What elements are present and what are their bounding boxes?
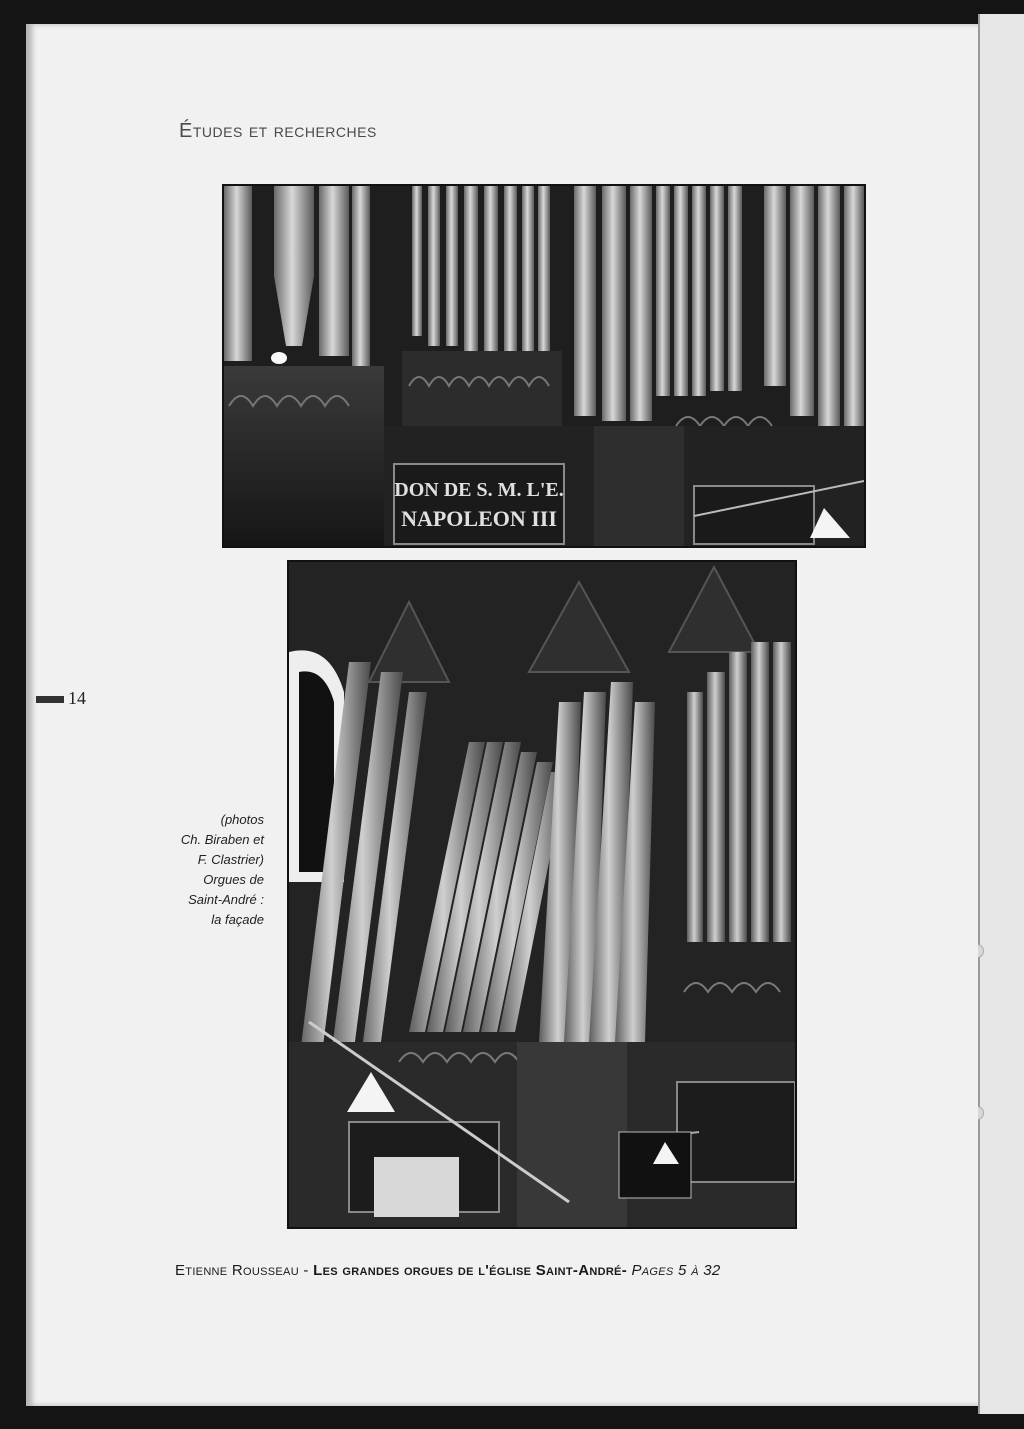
photo-caption (160, 810, 264, 930)
caption-line: F. Clastrier) (197, 852, 264, 867)
facing-page-edge (978, 14, 1024, 1414)
caption-line: (photos (220, 812, 264, 827)
page-number-bar (36, 696, 64, 703)
organ-photo-bottom (287, 560, 797, 1229)
caption-line: Orgues de (203, 872, 264, 887)
organ-photo-top (222, 184, 866, 548)
organ-photo-top-image (224, 186, 864, 546)
organ-photo-bottom-image (289, 562, 795, 1227)
organ-inscription-line2: NAPOLEON III (401, 506, 557, 531)
footer-author: Etienne Rousseau - (175, 1262, 314, 1279)
page-number-text: 14 (68, 688, 86, 708)
caption-line: la façade (211, 912, 264, 927)
caption-line: Ch. Biraben et (180, 832, 264, 847)
organ-inscription-line1: DON DE S. M. L'E. (394, 479, 564, 501)
caption-line: Saint-André : (188, 892, 264, 907)
footer-article-title: Les grandes orgues de l'église Saint-André- (313, 1262, 627, 1279)
section-title: Études et recherches (179, 120, 377, 142)
footer-page-range: Pages 5 à 32 (627, 1262, 721, 1279)
running-footer (175, 1262, 721, 1279)
page-number (36, 688, 86, 709)
